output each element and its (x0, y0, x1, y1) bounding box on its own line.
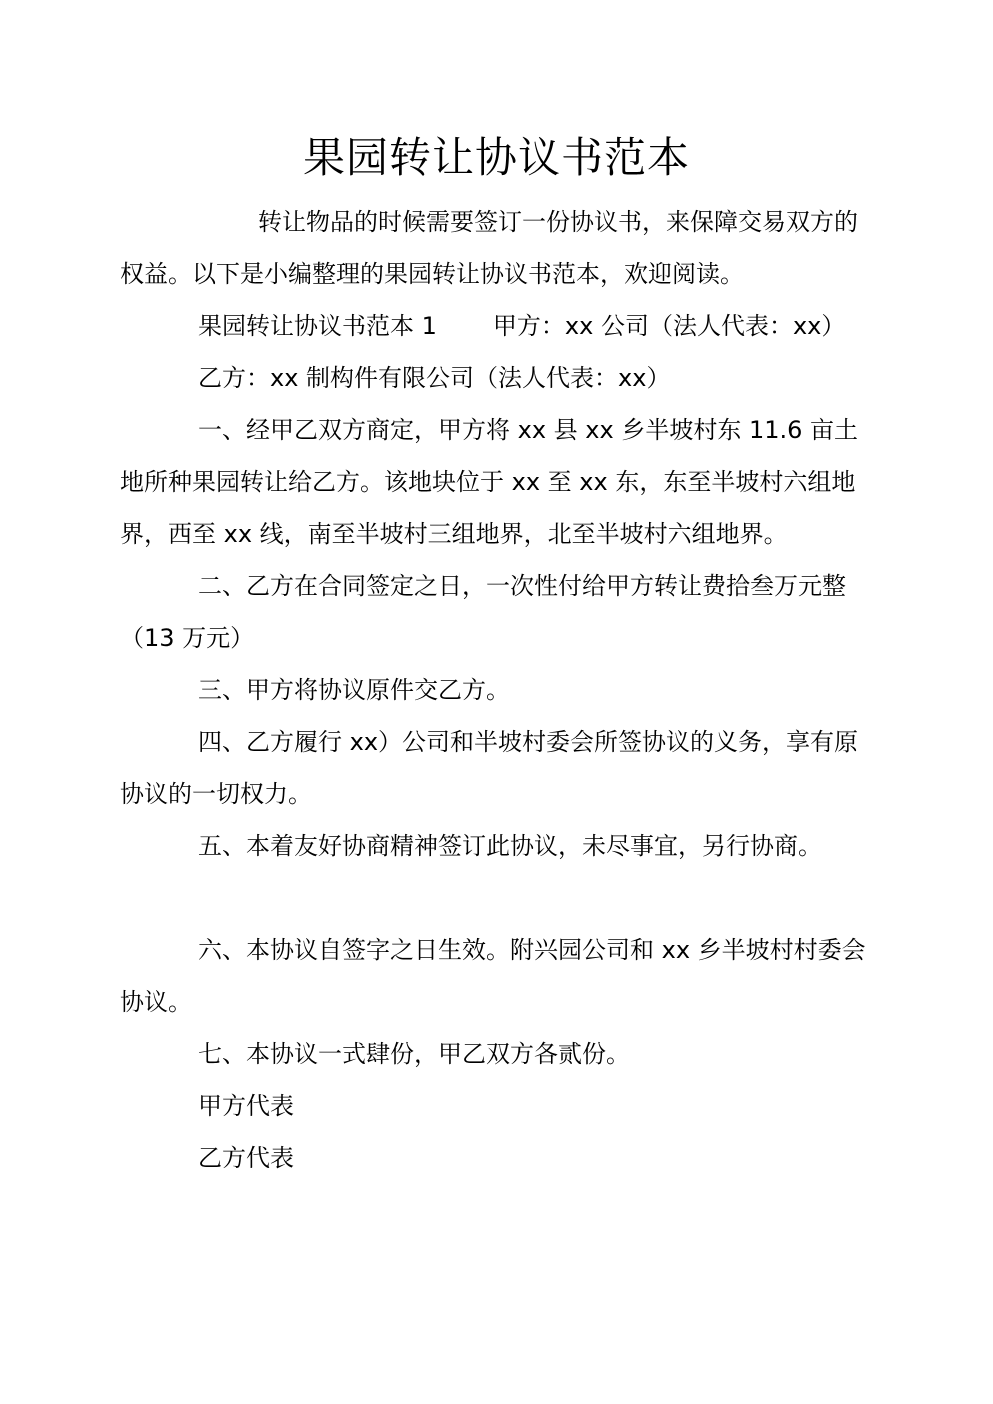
sample-heading: 果园转让协议书范本 1 (198, 312, 437, 340)
clause-1: 一、经甲乙双方商定，甲方将 xx 县 xx 乡半坡村东 11.6 亩土地所种果园转让给乙方。该地块位于 xx 至 xx 东，东至半坡村六组地界，西至 xx 线，南至半坡村三组地界，北至半坡村六组地界。 (120, 416, 859, 548)
intro-paragraph: 转让物品的时候需要签订一份协议书，来保障交易双方的权益。以下是小编整理的果园转让协议书范本，欢迎阅读。 (120, 208, 858, 288)
clause-7: 七、本协议一式肆份，甲乙双方各贰份。 (198, 1040, 630, 1068)
clause-5: 五、本着友好协商精神签订此协议，未尽事宜，另行协商。 (198, 832, 822, 860)
sample-heading-line (120, 300, 880, 352)
clause-3: 三、甲方将协议原件交乙方。 (198, 676, 510, 704)
document-title: 果园转让协议书范本 (302, 133, 690, 182)
party-a-line: 甲方：xx 公司（法人代表：xx） (492, 312, 846, 340)
document-body (120, 196, 880, 1184)
party-a-representative: 甲方代表 (198, 1092, 294, 1120)
party-b-representative: 乙方代表 (198, 1144, 294, 1172)
clause-2: 二、乙方在合同签定之日，一次性付给甲方转让费拾叁万元整（13 万元） (120, 572, 846, 652)
clause-4: 四、乙方履行 xx）公司和半坡村委会所签协议的义务，享有原协议的一切权力。 (120, 728, 859, 808)
party-b-line: 乙方：xx 制构件有限公司（法人代表：xx） (198, 364, 671, 392)
clause-6: 六、本协议自签字之日生效。附兴园公司和 xx 乡半坡村村委会协议。 (120, 936, 866, 1016)
